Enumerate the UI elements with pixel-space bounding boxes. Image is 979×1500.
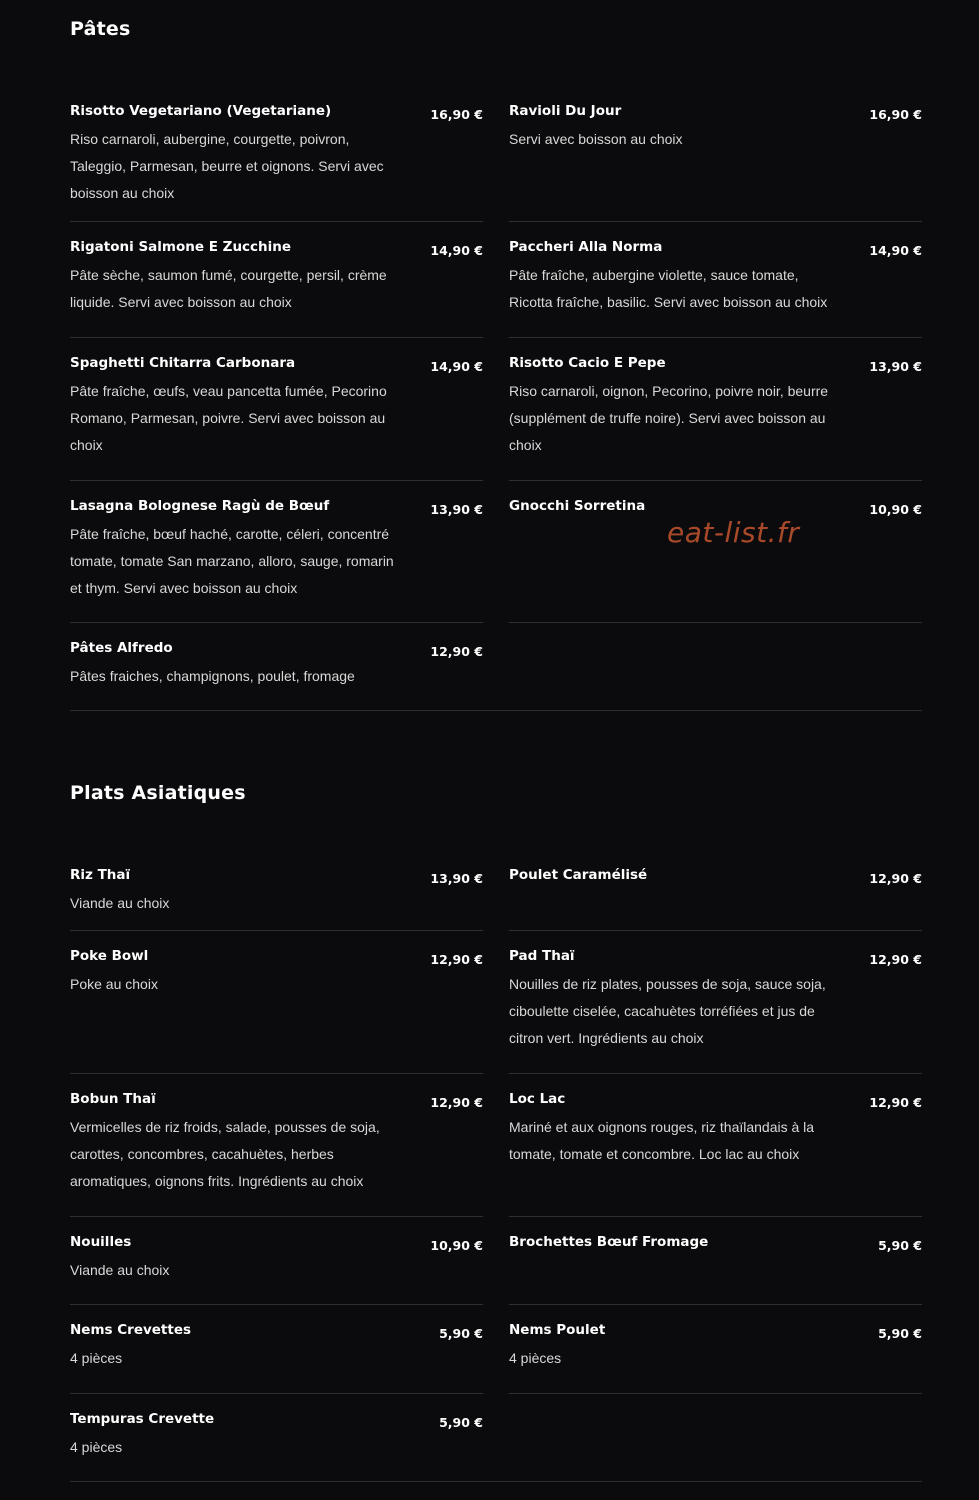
item-description: Pâtes fraiches, champignons, poulet, fromage (70, 668, 355, 684)
menu-item (70, 1394, 922, 1482)
item-price: 12,90 € (869, 952, 922, 967)
menu-item (70, 222, 483, 338)
item-name: Spaghetti Chitarra Carbonara (70, 355, 296, 371)
item-name: Risotto Vegetariano (Vegetariane) (70, 103, 332, 119)
item-price: 12,90 € (869, 1095, 922, 1110)
item-price: 14,90 € (430, 359, 483, 374)
menu-item (70, 86, 483, 222)
menu-item (70, 623, 922, 711)
item-price: 12,90 € (430, 952, 483, 967)
item-description: 4 pièces (70, 1350, 123, 1366)
menu-row (70, 338, 922, 481)
menu-row (70, 1394, 922, 1482)
menu-row (70, 623, 922, 711)
menu-row (70, 850, 922, 931)
item-name: Gnocchi Sorretina (509, 498, 646, 514)
item-price: 12,90 € (430, 1095, 483, 1110)
menu-item (509, 1217, 922, 1305)
item-description: Mariné et aux oignons rouges, riz thaïlandais à la tomate, tomate et concombre. Loc lac au choix (509, 1119, 815, 1162)
menu-item (70, 338, 483, 481)
item-description: Riso carnaroli, oignon, Pecorino, poivre noir, beurre (supplément de truffe noire). Servi avec boisson au choix (509, 383, 829, 453)
item-name: Ravioli Du Jour (509, 103, 622, 119)
item-description: 4 pièces (70, 1439, 123, 1455)
item-price: 5,90 € (878, 1326, 922, 1341)
menu-item (509, 338, 922, 481)
item-description: Pâte fraîche, bœuf haché, carotte, céleri, concentré tomate, tomate San marzano, alloro, sauge, romarin et thym. Servi avec boisson au choix (70, 526, 394, 596)
item-name: Nouilles (70, 1234, 132, 1250)
menu-grid-plats-asiatiques (70, 850, 922, 1482)
item-name: Nems Crevettes (70, 1322, 192, 1338)
menu-item (509, 481, 922, 623)
item-price: 10,90 € (869, 502, 922, 517)
menu-item (509, 86, 922, 222)
menu-row (70, 222, 922, 338)
menu-item (509, 222, 922, 338)
menu-row (70, 481, 922, 623)
item-price: 13,90 € (430, 502, 483, 517)
item-name: Poke Bowl (70, 948, 149, 964)
menu-row (70, 86, 922, 222)
item-price: 10,90 € (430, 1238, 483, 1253)
item-name: Pad Thaï (509, 948, 575, 964)
item-name: Loc Lac (509, 1091, 566, 1107)
menu-item (509, 1074, 922, 1217)
menu-item (70, 481, 483, 623)
item-price: 12,90 € (430, 644, 483, 659)
item-name: Lasagna Bolognese Ragù de Bœuf (70, 498, 330, 514)
item-name: Nems Poulet (509, 1322, 606, 1338)
item-price: 14,90 € (430, 243, 483, 258)
item-name: Bobun Thaï (70, 1091, 156, 1107)
menu-item (70, 931, 483, 1074)
item-price: 13,90 € (430, 871, 483, 886)
item-description: Servi avec boisson au choix (509, 131, 683, 147)
item-name: Risotto Cacio E Pepe (509, 355, 666, 371)
item-price: 14,90 € (869, 243, 922, 258)
item-name: Pâtes Alfredo (70, 640, 173, 656)
item-price: 5,90 € (878, 1238, 922, 1253)
menu-row (70, 931, 922, 1074)
menu-item (70, 1074, 483, 1217)
item-description: Pâte sèche, saumon fumé, courgette, persil, crème liquide. Servi avec boisson au choix (70, 267, 387, 310)
item-description: Vermicelles de riz froids, salade, pousses de soja, carottes, concombres, cacahuètes, herbes aromatiques, oignons frits. Ingrédients au choix (70, 1119, 380, 1189)
item-name: Brochettes Bœuf Fromage (509, 1234, 709, 1250)
item-name: Riz Thaï (70, 867, 131, 883)
item-price: 5,90 € (439, 1326, 483, 1341)
menu-item (70, 1305, 483, 1394)
section-title-plats-asiatiques: Plats Asiatiques (70, 782, 246, 804)
menu-grid-pates (70, 86, 922, 711)
item-name: Tempuras Crevette (70, 1411, 215, 1427)
menu-item (70, 1217, 483, 1305)
item-description: Pâte fraîche, œufs, veau pancetta fumée, Pecorino Romano, Parmesan, poivre. Servi avec boisson au choix (70, 383, 387, 453)
menu-item (509, 1305, 922, 1394)
item-description: Pâte fraîche, aubergine violette, sauce tomate, Ricotta fraîche, basilic. Servi avec boisson au choix (509, 267, 828, 310)
item-name: Paccheri Alla Norma (509, 239, 663, 255)
menu-row (70, 1217, 922, 1305)
item-name: Rigatoni Salmone E Zucchine (70, 239, 292, 255)
menu-item (509, 850, 922, 931)
item-description: Viande au choix (70, 1262, 170, 1278)
section-title-pates: Pâtes (70, 18, 131, 40)
item-price: 16,90 € (869, 107, 922, 122)
menu-row (70, 1305, 922, 1394)
menu-item (509, 931, 922, 1074)
item-price: 5,90 € (439, 1415, 483, 1430)
item-description: 4 pièces (509, 1350, 562, 1366)
item-price: 16,90 € (430, 107, 483, 122)
item-description: Poke au choix (70, 976, 158, 992)
item-description: Riso carnaroli, aubergine, courgette, poivron, Taleggio, Parmesan, beurre et oignons. Servi avec boisson au choix (70, 131, 384, 201)
item-price: 13,90 € (869, 359, 922, 374)
item-name: Poulet Caramélisé (509, 867, 648, 883)
menu-row (70, 1074, 922, 1217)
item-description: Viande au choix (70, 895, 170, 911)
item-price: 12,90 € (869, 871, 922, 886)
watermark-text: eat-list.fr (667, 516, 800, 549)
menu-item (70, 850, 483, 931)
item-description: Nouilles de riz plates, pousses de soja, sauce soja, ciboulette ciselée, cacahuètes torréfiées et jus de citron vert. Ingrédients au choix (509, 976, 826, 1046)
